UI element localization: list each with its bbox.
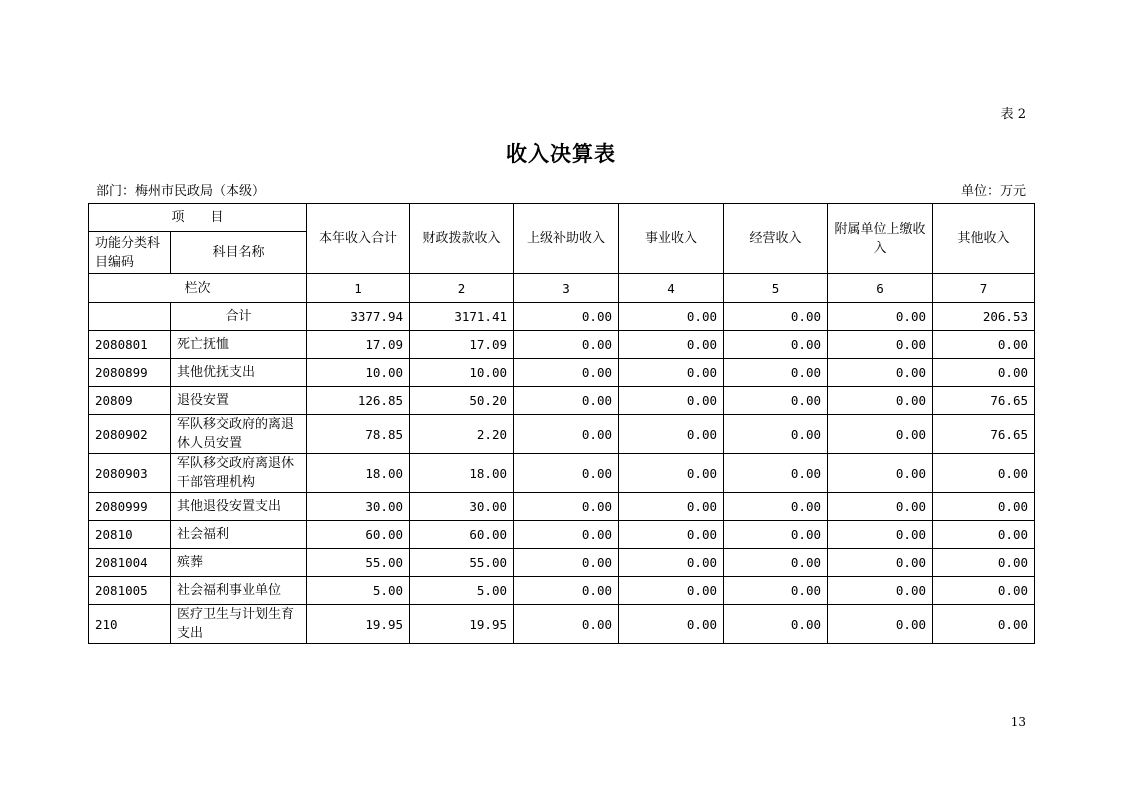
row-value: 0.00 — [933, 605, 1035, 644]
row-value: 0.00 — [828, 331, 933, 359]
row-value: 76.65 — [933, 415, 1035, 454]
row-code: 2080999 — [89, 493, 171, 521]
total-value: 0.00 — [619, 303, 724, 331]
row-name: 殡葬 — [171, 549, 307, 577]
row-name: 其他退役安置支出 — [171, 493, 307, 521]
row-name: 军队移交政府的离退休人员安置 — [171, 415, 307, 454]
row-value: 55.00 — [307, 549, 410, 577]
row-value: 10.00 — [307, 359, 410, 387]
row-value: 0.00 — [933, 493, 1035, 521]
header-other: 其他收入 — [933, 204, 1035, 274]
header-superior: 上级补助收入 — [514, 204, 619, 274]
row-value: 0.00 — [514, 577, 619, 605]
row-value: 0.00 — [619, 605, 724, 644]
total-label: 合计 — [171, 303, 307, 331]
lanci-cell: 7 — [933, 274, 1035, 303]
row-value: 0.00 — [828, 359, 933, 387]
header-business: 事业收入 — [619, 204, 724, 274]
row-value: 10.00 — [410, 359, 514, 387]
row-code: 2080903 — [89, 454, 171, 493]
lanci-label: 栏次 — [89, 274, 307, 303]
header-total: 本年收入合计 — [307, 204, 410, 274]
row-value: 0.00 — [828, 415, 933, 454]
row-value: 0.00 — [619, 549, 724, 577]
row-value: 0.00 — [933, 359, 1035, 387]
lanci-cell: 5 — [724, 274, 828, 303]
row-value: 0.00 — [828, 521, 933, 549]
total-value: 3377.94 — [307, 303, 410, 331]
table-row — [89, 521, 1035, 549]
row-value: 0.00 — [619, 359, 724, 387]
table-row — [89, 359, 1035, 387]
row-value: 0.00 — [619, 331, 724, 359]
row-name: 退役安置 — [171, 387, 307, 415]
row-value: 0.00 — [724, 549, 828, 577]
row-value: 0.00 — [619, 521, 724, 549]
row-value: 0.00 — [619, 493, 724, 521]
row-value: 0.00 — [514, 359, 619, 387]
row-value: 0.00 — [514, 493, 619, 521]
row-value: 50.20 — [410, 387, 514, 415]
row-value: 30.00 — [307, 493, 410, 521]
row-code: 2081004 — [89, 549, 171, 577]
row-value: 0.00 — [619, 415, 724, 454]
row-value: 60.00 — [410, 521, 514, 549]
row-value: 17.09 — [410, 331, 514, 359]
row-value: 19.95 — [307, 605, 410, 644]
row-value: 17.09 — [307, 331, 410, 359]
row-value: 60.00 — [307, 521, 410, 549]
header-fiscal: 财政拨款收入 — [410, 204, 514, 274]
row-value: 2.20 — [410, 415, 514, 454]
header-name: 科目名称 — [171, 232, 307, 274]
table-row — [89, 331, 1035, 359]
row-value: 0.00 — [828, 577, 933, 605]
row-value: 0.00 — [514, 331, 619, 359]
total-value: 0.00 — [828, 303, 933, 331]
row-code: 2081005 — [89, 577, 171, 605]
row-name: 死亡抚恤 — [171, 331, 307, 359]
row-value: 0.00 — [724, 387, 828, 415]
row-name: 社会福利事业单位 — [171, 577, 307, 605]
lanci-row — [89, 274, 1035, 303]
table-row — [89, 454, 1035, 493]
row-code: 20809 — [89, 387, 171, 415]
row-value: 0.00 — [933, 549, 1035, 577]
table-row — [89, 415, 1035, 454]
unit-label: 单位：万元 — [960, 184, 1026, 199]
total-value: 0.00 — [514, 303, 619, 331]
row-value: 0.00 — [619, 577, 724, 605]
row-value: 0.00 — [724, 359, 828, 387]
total-value: 206.53 — [933, 303, 1035, 331]
row-name: 军队移交政府离退休干部管理机构 — [171, 454, 307, 493]
row-value: 0.00 — [514, 605, 619, 644]
row-value: 0.00 — [514, 454, 619, 493]
row-value: 55.00 — [410, 549, 514, 577]
row-value: 18.00 — [307, 454, 410, 493]
row-value: 0.00 — [619, 387, 724, 415]
total-value: 0.00 — [724, 303, 828, 331]
row-value: 0.00 — [724, 415, 828, 454]
row-value: 78.85 — [307, 415, 410, 454]
row-value: 18.00 — [410, 454, 514, 493]
total-code-cell — [89, 303, 171, 331]
row-code: 20810 — [89, 521, 171, 549]
table-row — [89, 387, 1035, 415]
row-name: 医疗卫生与计划生育支出 — [171, 605, 307, 644]
row-value: 0.00 — [724, 454, 828, 493]
row-value: 0.00 — [514, 521, 619, 549]
header-code: 功能分类科目编码 — [89, 232, 171, 274]
row-value: 0.00 — [828, 454, 933, 493]
row-value: 0.00 — [828, 605, 933, 644]
row-value: 0.00 — [828, 493, 933, 521]
row-value: 0.00 — [828, 387, 933, 415]
page-number: 13 — [1010, 715, 1026, 729]
header-row-1 — [89, 204, 1035, 232]
row-value: 76.65 — [933, 387, 1035, 415]
row-value: 0.00 — [933, 331, 1035, 359]
table-row — [89, 493, 1035, 521]
row-code: 2080801 — [89, 331, 171, 359]
lanci-cell: 3 — [514, 274, 619, 303]
row-value: 0.00 — [828, 549, 933, 577]
row-value: 0.00 — [514, 549, 619, 577]
row-value: 0.00 — [514, 387, 619, 415]
table-row — [89, 549, 1035, 577]
row-value: 0.00 — [724, 605, 828, 644]
lanci-cell: 4 — [619, 274, 724, 303]
row-value: 0.00 — [619, 454, 724, 493]
lanci-cell: 1 — [307, 274, 410, 303]
row-value: 30.00 — [410, 493, 514, 521]
header-operating: 经营收入 — [724, 204, 828, 274]
total-value: 3171.41 — [410, 303, 514, 331]
row-value: 126.85 — [307, 387, 410, 415]
total-row — [89, 303, 1035, 331]
table-number: 表 2 — [1000, 107, 1026, 122]
header-affiliated: 附属单位上缴收入 — [828, 204, 933, 274]
row-name: 其他优抚支出 — [171, 359, 307, 387]
income-table — [88, 203, 1035, 644]
row-name: 社会福利 — [171, 521, 307, 549]
department-label: 部门：梅州市民政局（本级） — [96, 184, 266, 199]
header-item: 项 目 — [89, 204, 307, 232]
row-value: 5.00 — [410, 577, 514, 605]
row-value: 0.00 — [724, 521, 828, 549]
row-code: 2080899 — [89, 359, 171, 387]
row-value: 5.00 — [307, 577, 410, 605]
table-row — [89, 577, 1035, 605]
row-value: 0.00 — [724, 493, 828, 521]
lanci-cell: 2 — [410, 274, 514, 303]
row-value: 0.00 — [724, 577, 828, 605]
table-row — [89, 605, 1035, 644]
row-value: 0.00 — [933, 521, 1035, 549]
row-value: 19.95 — [410, 605, 514, 644]
row-value: 0.00 — [724, 331, 828, 359]
row-code: 210 — [89, 605, 171, 644]
row-code: 2080902 — [89, 415, 171, 454]
row-value: 0.00 — [933, 454, 1035, 493]
page-title: 收入决算表 — [506, 141, 616, 166]
row-value: 0.00 — [933, 577, 1035, 605]
row-value: 0.00 — [514, 415, 619, 454]
lanci-cell: 6 — [828, 274, 933, 303]
